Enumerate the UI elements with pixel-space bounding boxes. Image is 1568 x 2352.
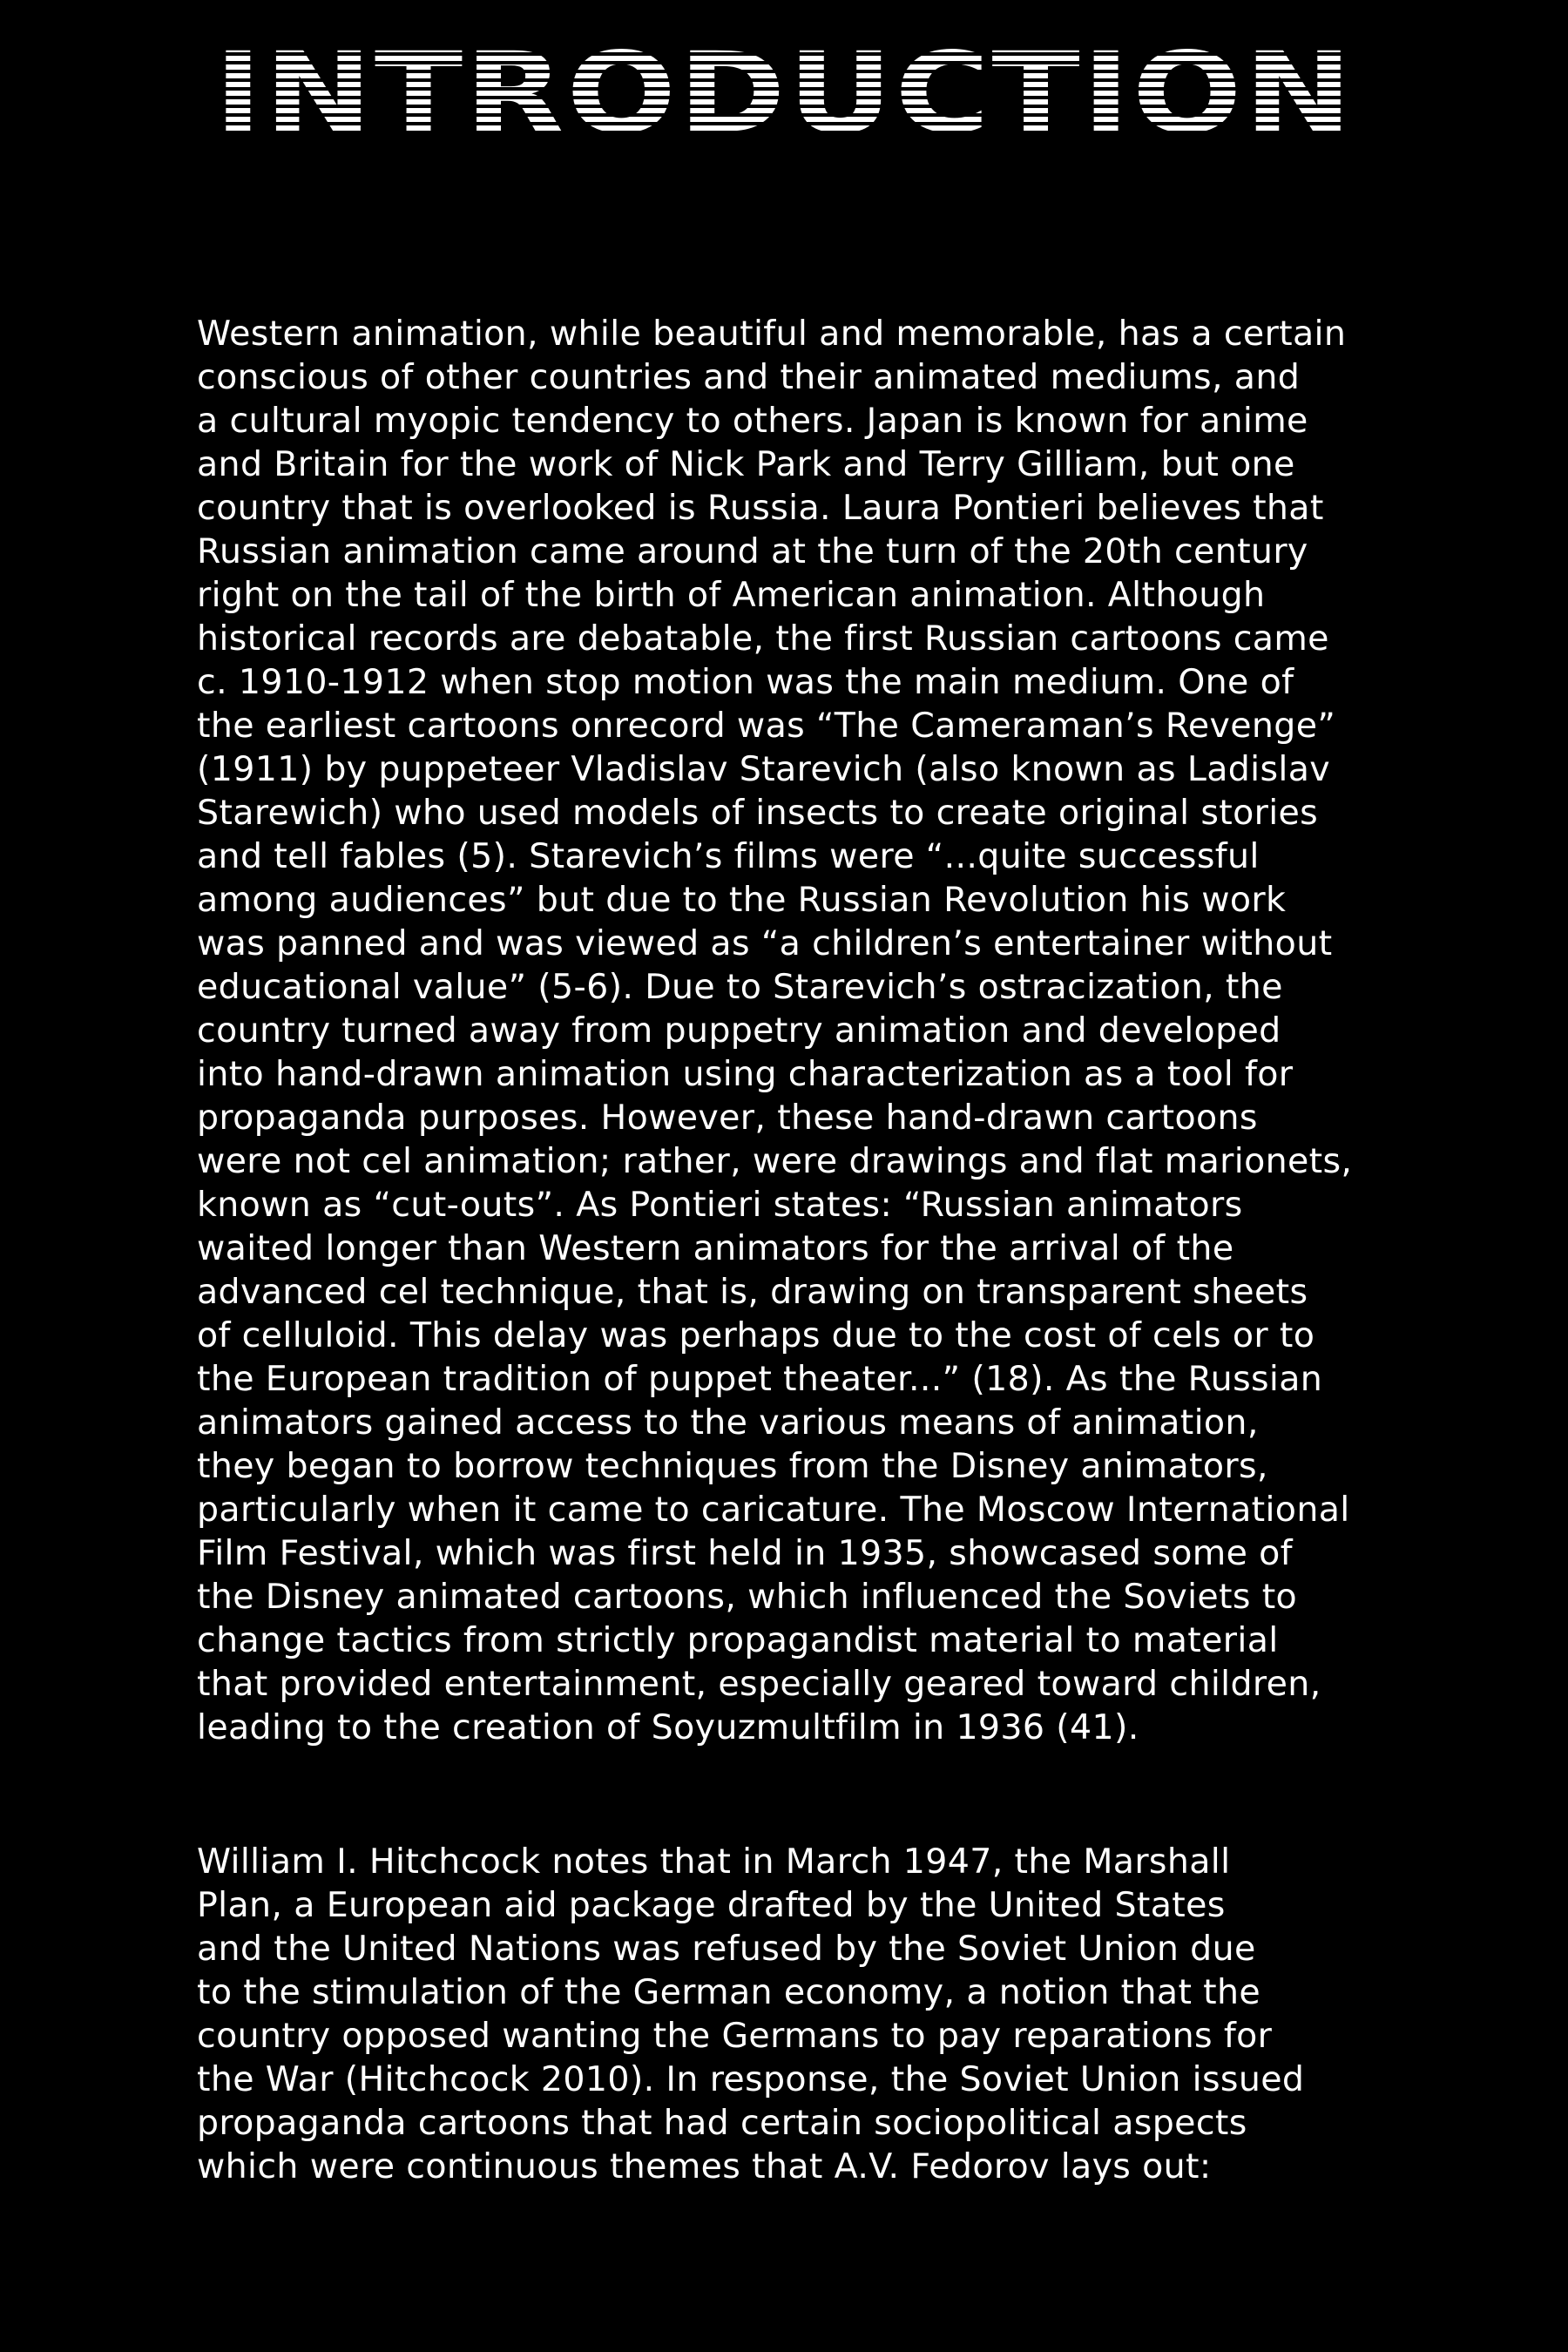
page-title: INTRODUCTION [213,29,1355,159]
body-paragraph-1: Western animation, while beautiful and memorable, has a certain conscious of other countries and their animated mediums, and a cultural myopic tendency to others. Japan is known for anime and Britain for the work of Nick Park and Terry Gilliam, but one country that is overlooked is Russia. Laura Pontieri believes that Russian animation came around at the turn of the 20th century right on the tail of the birth of American animation. Although historical records are debatable, the first Russian cartoons came c. 1910-1912 when stop motion was the main medium. One of the earliest cartoons onrecord was “The Cameraman’s Revenge” (1911) by puppeteer Vladislav Starevich (also known as Ladislav Starewich) who used models of insects to create original stories and tell fables (5). Starevich’s films were “...quite successful among audiences” but due to the Russian Revolution his work was panned and was viewed as “a children’s entertainer without educational value” (5-6). Due to Starevich’s ostracization, the country turned away from puppetry animation and developed into hand-drawn animation using characterization as a tool for propaganda purposes. However, these hand-drawn cartoons were not cel animation; rather, were drawings and flat marionets, known as “cut-outs”. As Pontieri states: “Russian animators waited longer than Western animators for the arrival of the advanced cel technique, that is, drawing on transparent sheets of celluloid. This delay was perhaps due to the cost of cels or to the European tradition of puppet theater...” (18). As the Russian animators gained access to the various means of animation, they began to borrow techniques from the Disney animators, particularly when it came to caricature. The Moscow International Film Festival, which was first held in 1935, showcased some of the Disney animated cartoons, which influenced the Soviets to change tactics from strictly propagandist material to material that provided entertainment, especially geared toward children, leading to the creation of Soyuzmultfilm in 1936 (41). [197,314,1353,1747]
body-paragraph-2: William I. Hitchcock notes that in March 1947, the Marshall Plan, a European aid package drafted by the United States and the United Nations was refused by the Soviet Union due to the stimulation of the German economy, a notion that the country opposed wanting the Germans to pay reparations for the War (Hitchcock 2010). In response, the Soviet Union issued propaganda cartoons that had certain sociopolitical aspects which were continuous themes that A.V. Fedorov lays out: [197,1842,1305,2186]
title-container [0,29,1568,159]
